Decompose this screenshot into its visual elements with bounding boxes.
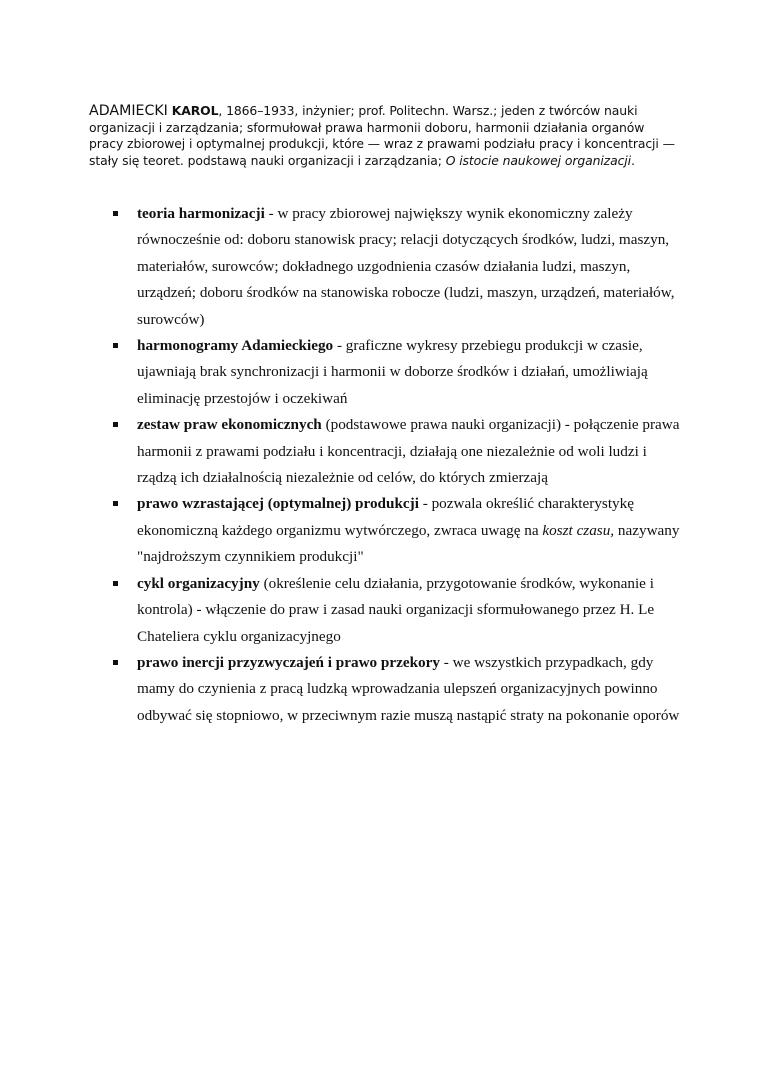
entry-end-punctuation: . [630,152,635,168]
item-term: teoria harmonizacji [137,205,265,222]
entry-work-title: O istocie naukowej organizacji [445,152,631,168]
item-description: - graficzne wykresy przebiegu produkcji w czasie, ujawniają brak synchronizacji i harmonii w doborze środków i działań, umożliwiają eliminację przestojów i oczekiwań [137,337,648,407]
list-item [110,491,680,570]
square-bullet-icon [113,660,118,665]
entry-biography: , 1866–1933, inżynier; prof. Politechn. Warsz.; jeden z twórców nauki organizacji i zarządzania; sformułował prawa harmonii doboru, harmonii działania organów pracy zbiorowej i optymalnej produkcji, które — wraz z prawami podziału pracy i koncentracji — stały się teoret. podstawą nauki organizacji i zarządzania; [89,103,675,168]
encyclopedia-entry [89,103,679,169]
list-item [110,333,680,412]
item-emphasis: koszt czasu, [542,521,615,539]
list-item [110,201,680,333]
item-description: - w pracy zbiorowej największy wynik ekonomiczny zależy równocześnie od: doboru stanowisk pracy; relacji dotyczących środków, ludzi, maszyn, materiałów, surowców; dokładnego uzgodnienia czasów działania ludzi, maszyn, urządzeń; doboru środków na stanowiska robocze (ludzi, maszyn, urządzeń, materiałów, surowców) [137,205,675,328]
square-bullet-icon [113,422,118,427]
entry-given-name: KAROL [171,103,219,119]
item-description-continued: nazywany "najdroższym czynnikiem produkcji" [137,521,680,566]
concepts-list [110,201,680,729]
item-description: - we wszystkich przypadkach, gdy mamy do czynienia z pracą ludzką wprowadzania ulepszeń organizacyjnych powinno odbywać się stopniowo, w przeciwnym razie muszą nastąpić straty na pokonanie oporów [137,653,680,724]
list-item [110,571,680,650]
square-bullet-icon [113,343,118,348]
list-item [110,650,680,729]
item-description: (określenie celu działania, przygotowanie środków, wykonanie i kontrola) - włączenie do praw i zasad nauki organizacji sformułowanego przez H. Le Chateliera cyklu organizacyjnego [137,574,655,645]
square-bullet-icon [113,581,118,586]
item-term: harmonogramy Adamieckiego [137,337,334,355]
item-term: cykl organizacyjny [137,574,260,592]
item-description: - pozwala określić charakterystykę ekonomiczną każdego organizmu wytwórczego, zwraca uwagę na [137,495,634,539]
item-term: zestaw praw ekonomicznych [137,416,322,434]
square-bullet-icon [113,501,118,506]
list-item [110,412,680,491]
square-bullet-icon [113,211,118,216]
item-term: prawo wzrastającej (optymalnej) produkcji [137,495,419,513]
item-term: prawo inercji przyzwyczajeń i prawo przekory [137,653,440,671]
entry-surname: ADAMIECKI [89,103,168,120]
item-description: (podstawowe prawa nauki organizacji) - połączenie prawa harmonii z prawami podziału i koncentracji, działają one niezależnie od woli ludzi i rządzą ich działalnością niezależnie od celów, do których zmierzają [137,416,680,487]
